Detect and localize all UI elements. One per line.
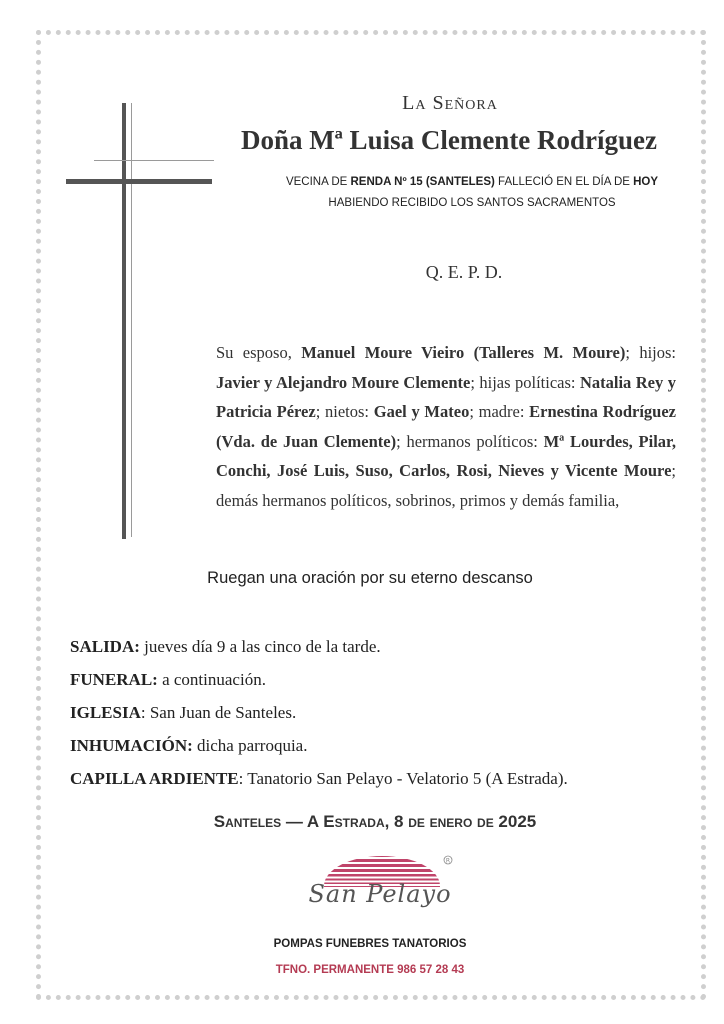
sacraments-line: HABIENDO RECIBIDO LOS SANTOS SACRAMENTOS bbox=[328, 197, 616, 209]
residence-line: VECINA DE RENDA Nº 15 (SANTELES) FALLECIÓ EN EL DÍA DE HOY bbox=[285, 176, 659, 188]
deceased-name: Doña Mª Luisa Clemente Rodríguez bbox=[240, 125, 658, 155]
detail-iglesia: IGLESIA: San Juan de Santeles. bbox=[70, 703, 297, 722]
family-paragraph: Su esposo, Manuel Moure Vieiro (Talleres M. Moure); hijos: Javier y Alejandro Moure Clemente; hijas políticas: Natalia Rey y Patricia Pérez; nietos: Gael y Mateo; madre: Ernestina Rodríguez (Vda. de Juan Clemente); hermanos políticos: Mª Lourdes, Pilar, Conchi, José Luis, Suso, Carlos, Rosi, Nieves y Vicente Moure; demás hermanos políticos, sobrinos, primos y demás familia, bbox=[216, 343, 677, 510]
place-date: Santeles — A Estrada, 8 de enero de 2025 bbox=[213, 812, 537, 831]
svg-text:R: R bbox=[445, 857, 451, 865]
detail-funeral: FUNERAL: a continuación. bbox=[70, 670, 266, 689]
detail-salida: SALIDA: jueves día 9 a las cinco de la tarde. bbox=[70, 637, 381, 656]
detail-inhumacion: INHUMACIÓN: dicha parroquia. bbox=[70, 736, 308, 755]
title-prefix: La Señora bbox=[402, 92, 498, 114]
service-details bbox=[70, 635, 690, 800]
services-text: POMPAS FUNEBRES TANATORIOS bbox=[273, 938, 467, 950]
detail-capilla: CAPILLA ARDIENTE: Tanatorio San Pelayo - Velatorio 5 (A Estrada). bbox=[70, 769, 568, 788]
phone-number: TFNO. PERMANENTE 986 57 28 43 bbox=[275, 964, 465, 976]
prayer-line: Ruegan una oración por su eterno descanso bbox=[207, 569, 533, 587]
logo-text: San Pelayo bbox=[308, 880, 452, 908]
qepd: Q. E. P. D. bbox=[425, 262, 503, 282]
